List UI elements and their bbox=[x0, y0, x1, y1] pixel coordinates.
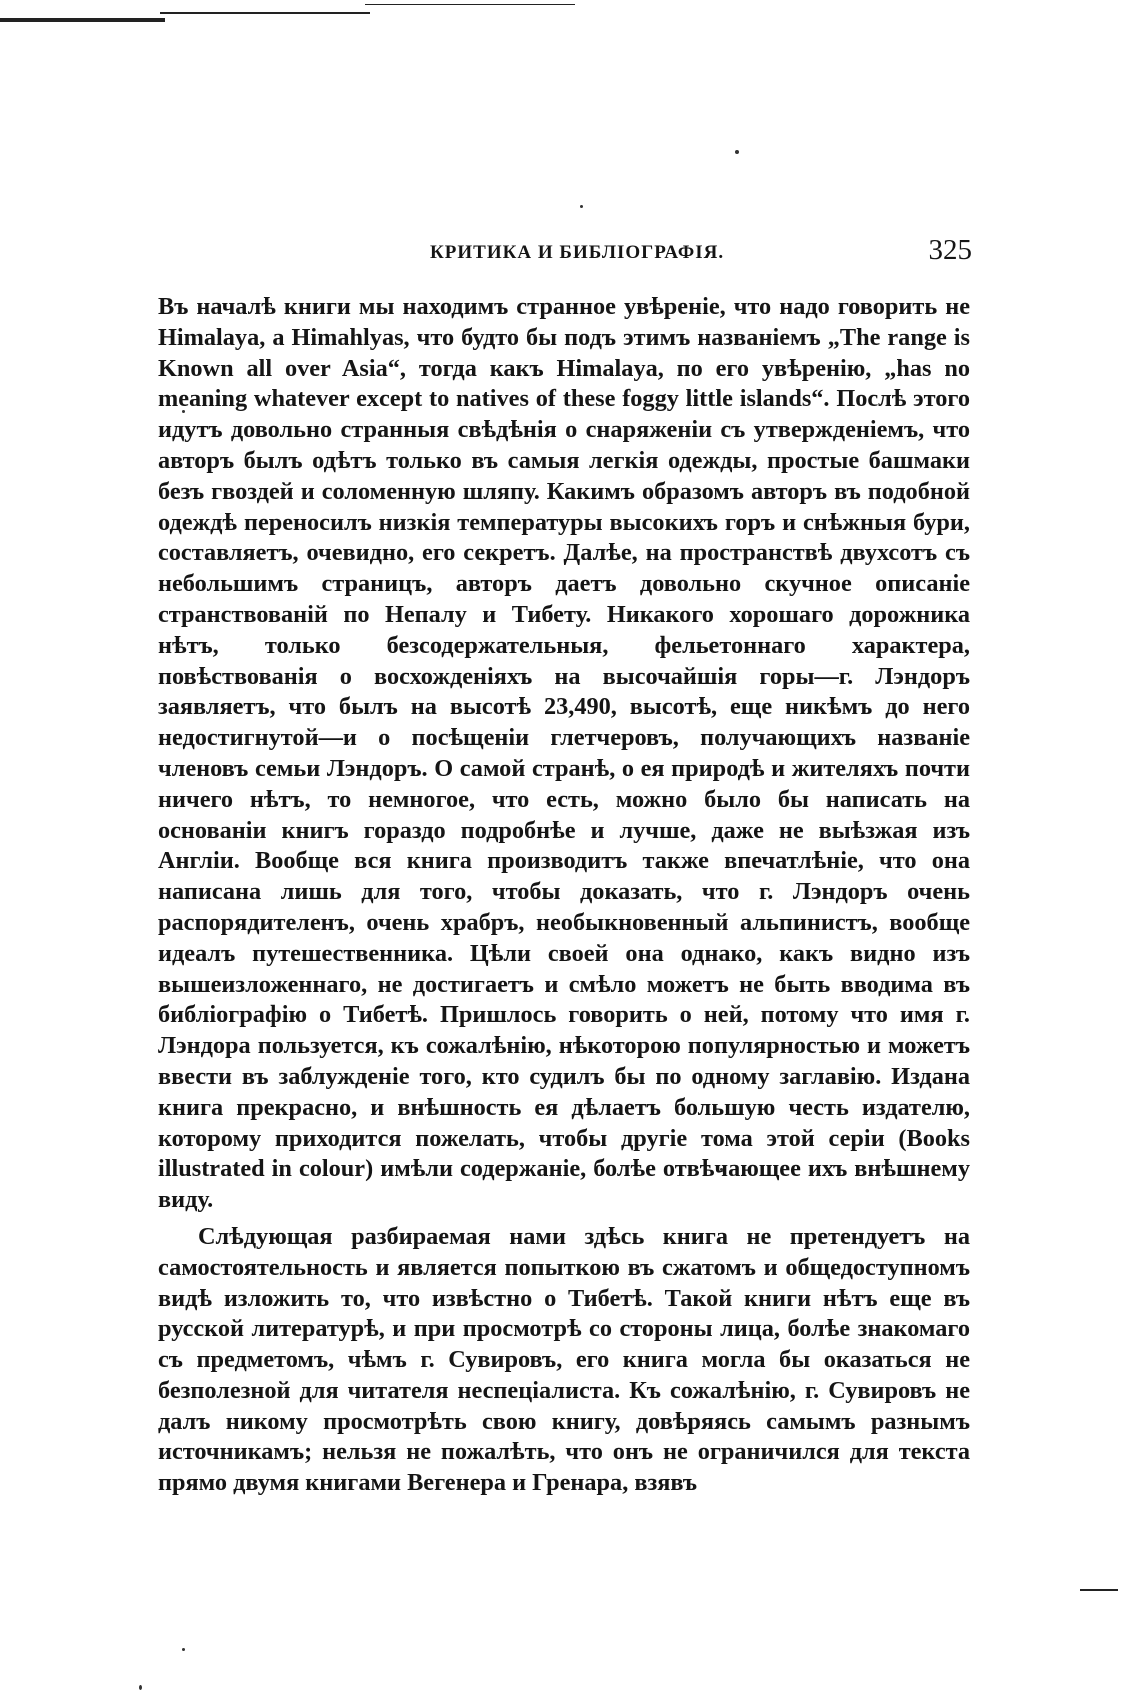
scan-edge-rule bbox=[365, 4, 575, 5]
scan-edge-rule bbox=[0, 18, 165, 22]
page-number: 325 bbox=[928, 234, 972, 266]
paragraph: Въ началѣ книги мы находимъ странное увѣренiе, что надо говорить не Himalaya, a Himahlyas, что будто бы подъ этимъ названiемъ „The range is Known all over Asia“, тогда какъ Himalaya, по его увѣренiю, „has no meaning whatever except to natives of these foggy little islands“. Послѣ этого идутъ довольно странныя свѣдѣнiя о снаряженiи съ утвержденiемъ, что авторъ былъ одѣтъ только въ самыя легкiя одежды, простые башмаки безъ гвоздей и соломенную шляпу. Какимъ образомъ авторъ въ подобной одеждѣ переносилъ низкiя температуры высокихъ горъ и снѣжныя бури, составляетъ, очевидно, его секретъ. Далѣе, на пространствѣ двухсотъ съ небольшимъ страницъ, авторъ даетъ довольно скучное описанiе странствованiй по Непалу и Тибету. Никакого хорошаго дорожника нѣтъ, только безсодержательныя, фельетоннаго характера, повѣствованiя о восхожденiяхъ на высочайшiя горы—г. Лэндоръ заявляетъ, что былъ на высотѣ 23,490, высотѣ, еще никѣмъ до него недостигнутой—и о посѣщенiи глетчеровъ, получающихъ названiе членовъ семьи Лэндоръ. О самой странѣ, о ея природѣ и жителяхъ почти ничего нѣтъ, то немногое, что есть, можно было бы написать на основанiи книгъ гораздо подробнѣе и лучше, даже не выѣзжая изъ Англiи. Вообще вся книга производитъ также впечатлѣнiе, что она написана лишь для того, чтобы доказать, что г. Лэндоръ очень распорядителенъ, очень храбръ, необыкновенный альпинистъ, вообще идеалъ путешественника. Цѣли своей она однако, какъ видно изъ вышеизложеннаго, не достигаетъ и смѣло можетъ не быть вводима въ библiографiю о Тибетѣ. Пришлось говорить о ней, потому что имя г. Лэндора пользуется, къ сожалѣнiю, нѣкоторою популярностью и можетъ ввести въ заблужденiе того, кто судилъ бы по одному заглавiю. Издана книга прекрасно, и внѣшность ея дѣлаетъ большую честь издателю, которому приходится пожелать, чтобы другiе тома этой серiи (Books illustrated in colour) имѣли содержанiе, болѣе отвѣчающее ихъ внѣшнему виду. bbox=[158, 293, 970, 1214]
page-body bbox=[158, 292, 970, 1642]
running-head: КРИТИКА И БИБЛIОГРАФIЯ. bbox=[430, 242, 725, 263]
page-header bbox=[210, 230, 972, 270]
scan-edge-rule bbox=[1080, 1589, 1118, 1591]
scan-speck bbox=[580, 205, 583, 208]
scan-speck bbox=[735, 150, 739, 154]
scan-speck bbox=[139, 1685, 142, 1690]
scan-edge-rule bbox=[160, 12, 370, 14]
scan-speck bbox=[182, 1648, 185, 1651]
paragraph: Слѣдующая разбираемая нами здѣсь книга не претендуетъ на самостоятельность и является попыткою въ сжатомъ и общедоступномъ видѣ изложить то, что извѣстно о Тибетѣ. Такой книги нѣтъ еще въ русской литературѣ, и при просмотрѣ со стороны лица, болѣе знакомаго съ предметомъ, чѣмъ г. Сувировъ, его книга могла бы оказаться не безполезной для читателя неспецiалиста. Къ сожалѣнiю, г. Сувировъ не далъ никому просмотрѣть свою книгу, довѣряясь самымъ разнымъ источникамъ; нельзя не пожалѣть, что онъ не ограничился для текста прямо двумя книгами Вегенера и Гренара, взявъ bbox=[158, 1222, 970, 1497]
